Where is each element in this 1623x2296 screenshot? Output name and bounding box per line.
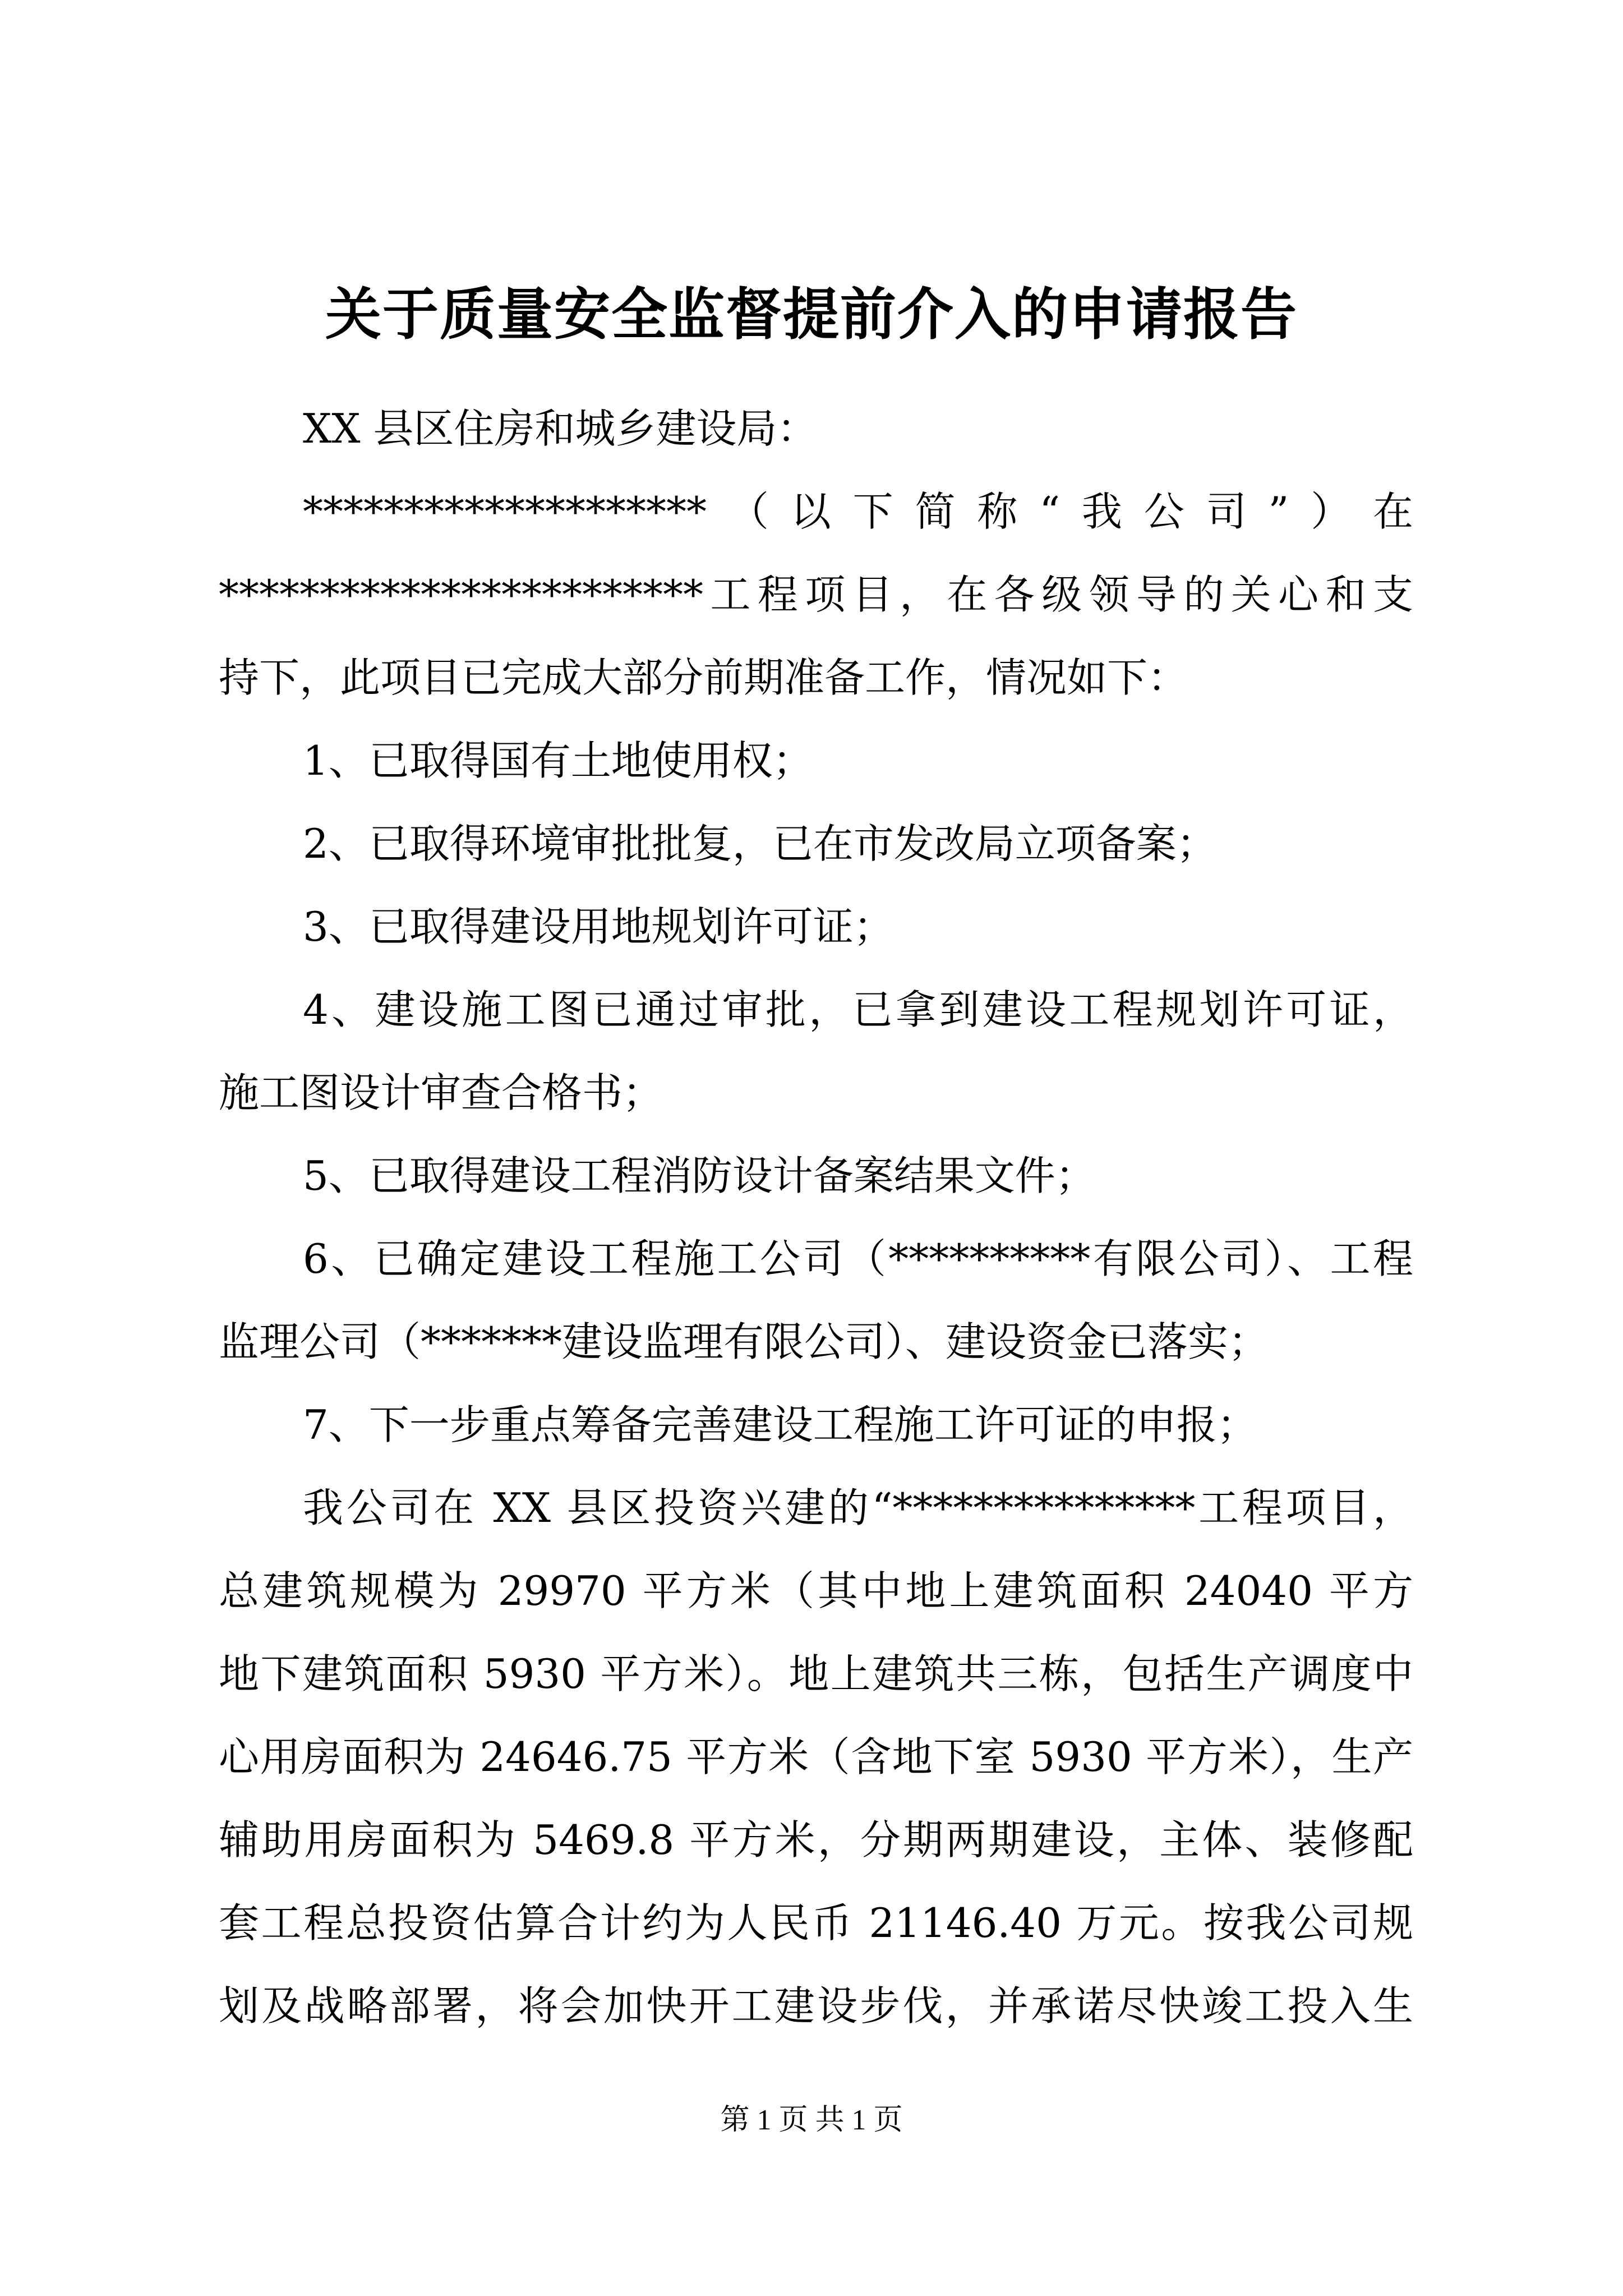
paragraph-line: 套工程总投资估算合计约为人民币 21146.40 万元。按我公司规 — [219, 1899, 1413, 1947]
paragraph-line: 总建筑规模为 29970 平方米（其中地上建筑面积 24040 平方 — [219, 1567, 1413, 1614]
list-item: 1、已取得国有土地使用权； — [303, 737, 813, 784]
paragraph-line: ************************工程项目，在各级领导的关心和支 — [219, 571, 1413, 618]
list-item: 2、已取得环境审批批复，已在市发改局立项备案； — [303, 820, 1217, 867]
page-footer: 第 1 页 共 1 页 — [720, 2104, 903, 2136]
addressee-line: XX 县区住房和城乡建设局： — [303, 405, 818, 452]
list-item-continuation: 监理公司（*******建设监理有限公司）、建设资金已落实； — [219, 1318, 1269, 1365]
list-item: 6、已确定建设工程施工公司（**********有限公司）、工程 — [303, 1235, 1413, 1282]
paragraph-line: 心用房面积为 24646.75 平方米（含地下室 5930 平方米），生产 — [219, 1733, 1413, 1780]
list-item-continuation: 施工图设计审查合格书； — [219, 1069, 663, 1116]
list-item: 5、已取得建设工程消防设计备案结果文件； — [303, 1152, 1096, 1199]
paragraph-line: 辅助用房面积为 5469.8 平方米，分期两期建设，主体、装修配 — [219, 1816, 1413, 1864]
paragraph-line: 地下建筑面积 5930 平方米）。地上建筑共三栋，包括生产调度中 — [219, 1650, 1413, 1697]
paragraph-line: 持下，此项目已完成大部分前期准备工作，情况如下： — [219, 654, 1188, 701]
document-body — [219, 387, 1413, 2047]
document-title: 关于质量安全监督提前介入的申请报告 — [325, 281, 1298, 347]
list-item: 4、建设施工图已通过审批，已拿到建设工程规划许可证， — [303, 986, 1413, 1033]
paragraph-line: 我公司在 XX 县区投资兴建的“***************工程项目， — [303, 1484, 1413, 1531]
list-item: 3、已取得建设用地规划许可证； — [303, 903, 894, 950]
paragraph-line: 划及战略部署，将会加快开工建设步伐，并承诺尽快竣工投入生 — [219, 1982, 1413, 2030]
paragraph-line: ********************（以下简称“我公司”）在 — [303, 488, 1413, 535]
list-item: 7、下一步重点筹备完善建设工程施工许可证的申报； — [303, 1401, 1257, 1448]
